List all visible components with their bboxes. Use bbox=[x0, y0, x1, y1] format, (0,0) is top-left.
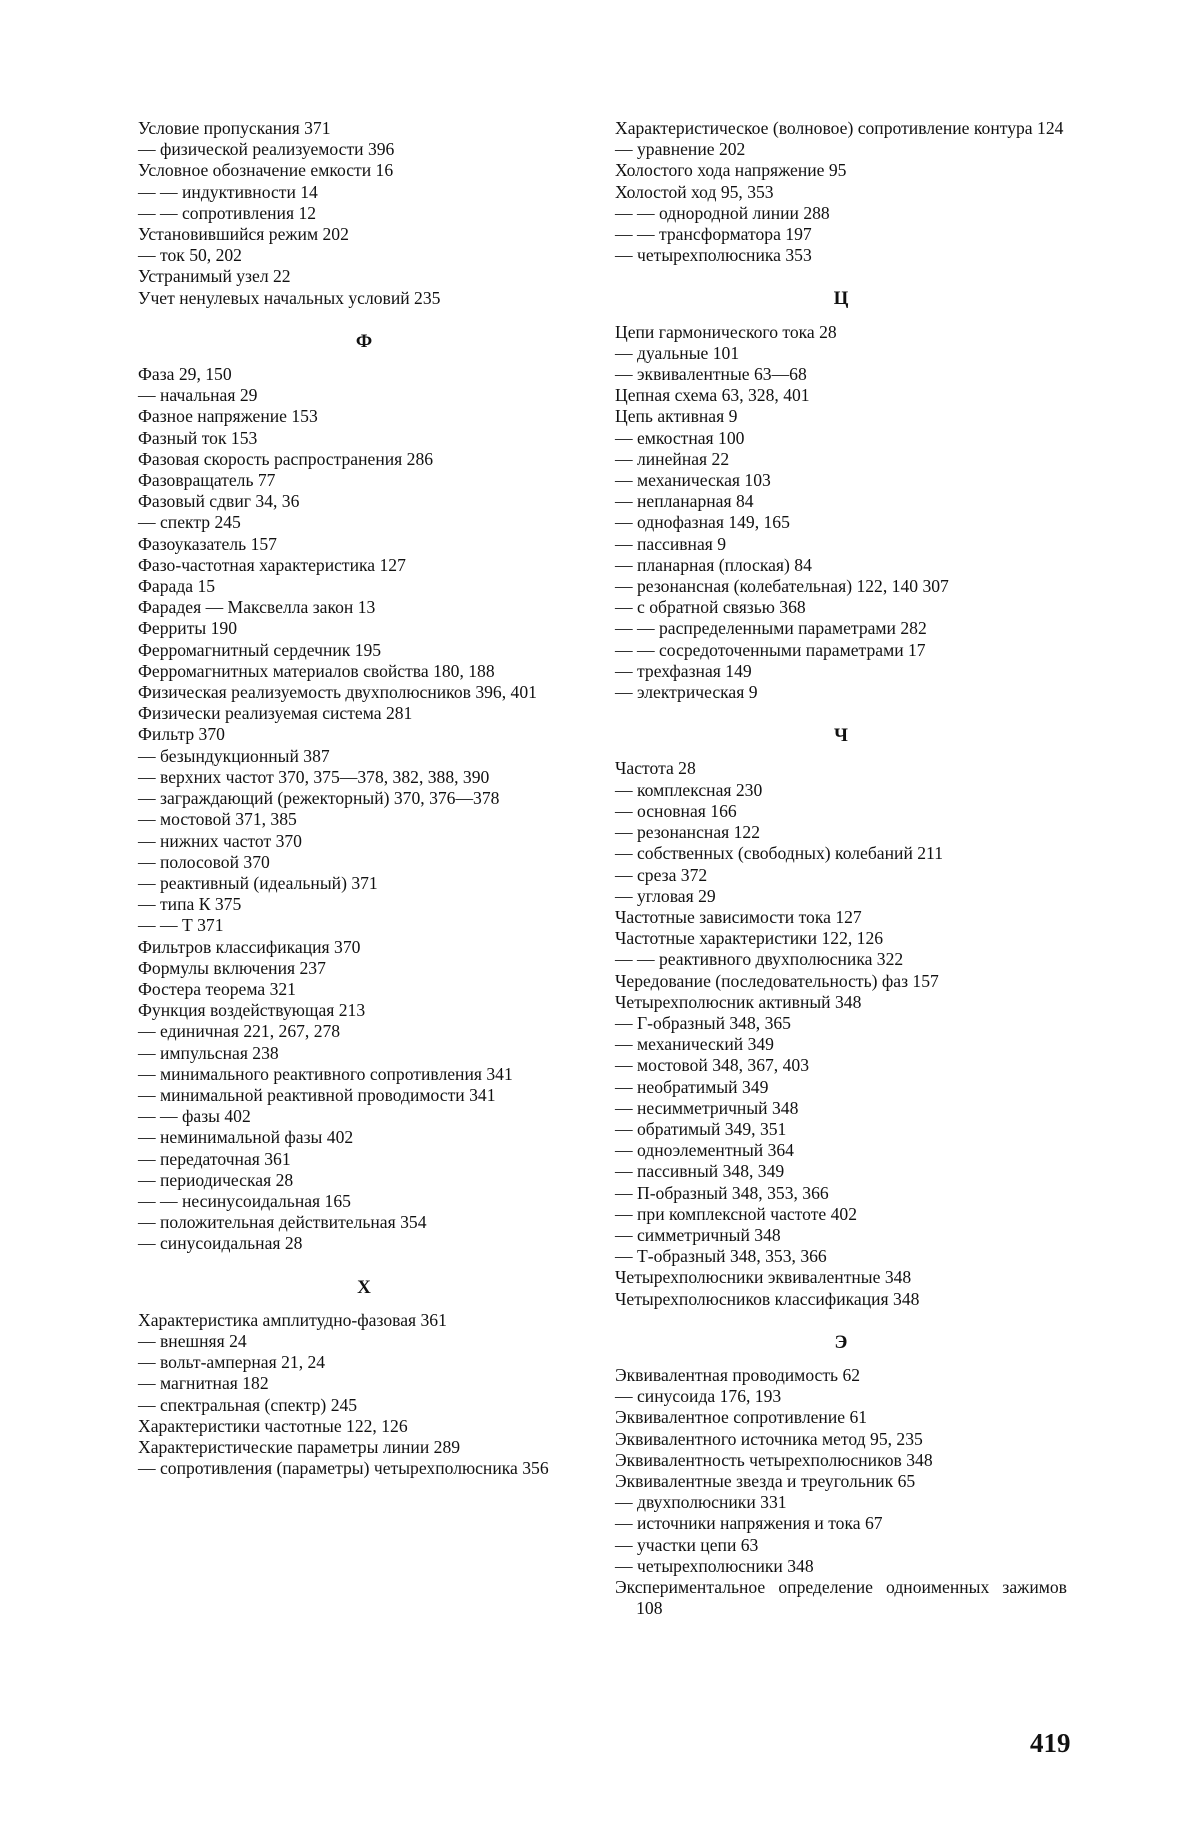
index-entry: — непланарная 84 bbox=[615, 491, 1067, 512]
index-entry: — трехфазная 149 bbox=[615, 661, 1067, 682]
index-entry: Эквивалентное сопротивление 61 bbox=[615, 1407, 1067, 1428]
index-entry: — необратимый 349 bbox=[615, 1077, 1067, 1098]
index-entry: — — трансформатора 197 bbox=[615, 224, 1067, 245]
index-entry: — — индуктивности 14 bbox=[138, 182, 590, 203]
index-entry: — двухполюсники 331 bbox=[615, 1492, 1067, 1513]
index-entry: — пассивный 348, 349 bbox=[615, 1161, 1067, 1182]
index-entry: Фазовый сдвиг 34, 36 bbox=[138, 491, 590, 512]
index-entry: Фазо-частотная характеристика 127 bbox=[138, 555, 590, 576]
index-entry: Фаза 29, 150 bbox=[138, 364, 590, 385]
index-entry: Фазное напряжение 153 bbox=[138, 406, 590, 427]
index-entry: — П-образный 348, 353, 366 bbox=[615, 1183, 1067, 1204]
index-entry: Фостера теорема 321 bbox=[138, 979, 590, 1000]
index-entry: — основная 166 bbox=[615, 801, 1067, 822]
index-entry: — собственных (свободных) колебаний 211 bbox=[615, 843, 1067, 864]
section-letter: Х bbox=[138, 1277, 590, 1298]
index-entry: Формулы включения 237 bbox=[138, 958, 590, 979]
index-entry: — ток 50, 202 bbox=[138, 245, 590, 266]
index-entry: — синусоида 176, 193 bbox=[615, 1386, 1067, 1407]
index-entry: Эквивалентные звезда и треугольник 65 bbox=[615, 1471, 1067, 1492]
index-entry: Частотные зависимости тока 127 bbox=[615, 907, 1067, 928]
index-entry: — — несинусоидальная 165 bbox=[138, 1191, 590, 1212]
index-entry: — внешняя 24 bbox=[138, 1331, 590, 1352]
index-entry: Эквивалентная проводимость 62 bbox=[615, 1365, 1067, 1386]
index-entry: — полосовой 370 bbox=[138, 852, 590, 873]
index-entry: Фазовращатель 77 bbox=[138, 470, 590, 491]
index-entry: — эквивалентные 63—68 bbox=[615, 364, 1067, 385]
index-entry: Функция воздействующая 213 bbox=[138, 1000, 590, 1021]
section-letter: Э bbox=[615, 1332, 1067, 1353]
index-entry: Характеристика амплитудно-фазовая 361 bbox=[138, 1310, 590, 1331]
index-entry: — — реактивного двухполюсника 322 bbox=[615, 949, 1067, 970]
index-entry: — минимальной реактивной проводимости 341 bbox=[138, 1085, 590, 1106]
index-entry: — нижних частот 370 bbox=[138, 831, 590, 852]
index-entry: Физически реализуемая система 281 bbox=[138, 703, 590, 724]
section-letter: Ц bbox=[615, 288, 1067, 309]
index-entry: — участки цепи 63 bbox=[615, 1535, 1067, 1556]
index-entry: — комплексная 230 bbox=[615, 780, 1067, 801]
index-entry: Эквивалентного источника метод 95, 235 bbox=[615, 1429, 1067, 1450]
index-entry: Условное обозначение емкости 16 bbox=[138, 160, 590, 181]
index-entry: — резонансная (колебательная) 122, 140 307 bbox=[615, 576, 1067, 597]
index-entry: Четырехполюсники эквивалентные 348 bbox=[615, 1267, 1067, 1288]
index-entry: Характеристическое (волновое) сопротивление контура 124 bbox=[615, 118, 1067, 139]
index-entry: Фазный ток 153 bbox=[138, 428, 590, 449]
index-entry: — — сопротивления 12 bbox=[138, 203, 590, 224]
index-entry: Экспериментальное определение одноименных зажимов 108 bbox=[615, 1577, 1067, 1619]
index-entry: — импульсная 238 bbox=[138, 1043, 590, 1064]
index-entry: Фазоуказатель 157 bbox=[138, 534, 590, 555]
index-entry: — типа К 375 bbox=[138, 894, 590, 915]
index-entry: — — сосредоточенными параметрами 17 bbox=[615, 640, 1067, 661]
index-entry: Ферриты 190 bbox=[138, 618, 590, 639]
index-entry: — минимального реактивного сопротивления 341 bbox=[138, 1064, 590, 1085]
index-entry: — передаточная 361 bbox=[138, 1149, 590, 1170]
index-entry: — планарная (плоская) 84 bbox=[615, 555, 1067, 576]
index-entry: Частота 28 bbox=[615, 758, 1067, 779]
index-entry: Эквивалентность четырехполюсников 348 bbox=[615, 1450, 1067, 1471]
index-entry: Фарадея — Максвелла закон 13 bbox=[138, 597, 590, 618]
index-entry: Цепи гармонического тока 28 bbox=[615, 322, 1067, 343]
index-entry: — — распределенными параметрами 282 bbox=[615, 618, 1067, 639]
index-entry: — механическая 103 bbox=[615, 470, 1067, 491]
index-entry: — безындукционный 387 bbox=[138, 746, 590, 767]
index-entry: — — фазы 402 bbox=[138, 1106, 590, 1127]
index-entry: — резонансная 122 bbox=[615, 822, 1067, 843]
index-entry: Фазовая скорость распространения 286 bbox=[138, 449, 590, 470]
index-entry: — обратимый 349, 351 bbox=[615, 1119, 1067, 1140]
index-entry: Фарада 15 bbox=[138, 576, 590, 597]
section-letter: Ч bbox=[615, 725, 1067, 746]
index-entry: Характеристики частотные 122, 126 bbox=[138, 1416, 590, 1437]
index-entry: Условие пропускания 371 bbox=[138, 118, 590, 139]
index-entry: — заграждающий (режекторный) 370, 376—378 bbox=[138, 788, 590, 809]
section-letter: Ф bbox=[138, 331, 590, 352]
index-entry: Характеристические параметры линии 289 bbox=[138, 1437, 590, 1458]
index-entry: Холостого хода напряжение 95 bbox=[615, 160, 1067, 181]
index-entry: — реактивный (идеальный) 371 bbox=[138, 873, 590, 894]
index-entry: Цепь активная 9 bbox=[615, 406, 1067, 427]
index-entry: — дуальные 101 bbox=[615, 343, 1067, 364]
index-entry: — — однородной линии 288 bbox=[615, 203, 1067, 224]
index-entry: — мостовой 348, 367, 403 bbox=[615, 1055, 1067, 1076]
index-entry: — — Т 371 bbox=[138, 915, 590, 936]
index-entry: Установившийся режим 202 bbox=[138, 224, 590, 245]
index-entry: — единичная 221, 267, 278 bbox=[138, 1021, 590, 1042]
page-number: 419 bbox=[1030, 1728, 1071, 1759]
index-entry: — начальная 29 bbox=[138, 385, 590, 406]
index-entry: — Г-образный 348, 365 bbox=[615, 1013, 1067, 1034]
index-entry: — периодическая 28 bbox=[138, 1170, 590, 1191]
index-entry: — неминимальной фазы 402 bbox=[138, 1127, 590, 1148]
index-entry: — одноэлементный 364 bbox=[615, 1140, 1067, 1161]
index-entry: Физическая реализуемость двухполюсников 396, 401 bbox=[138, 682, 590, 703]
index-entry: — механический 349 bbox=[615, 1034, 1067, 1055]
index-page bbox=[0, 0, 1200, 1830]
index-entry: Чередование (последовательность) фаз 157 bbox=[615, 971, 1067, 992]
index-entry: — спектр 245 bbox=[138, 512, 590, 533]
index-column-right bbox=[615, 118, 1067, 1619]
index-entry: — источники напряжения и тока 67 bbox=[615, 1513, 1067, 1534]
index-entry: Фильтров классификация 370 bbox=[138, 937, 590, 958]
index-entry: — угловая 29 bbox=[615, 886, 1067, 907]
index-entry: Ферромагнитных материалов свойства 180, 188 bbox=[138, 661, 590, 682]
index-entry: — пассивная 9 bbox=[615, 534, 1067, 555]
index-entry: — среза 372 bbox=[615, 865, 1067, 886]
index-entry: — четырехполюсники 348 bbox=[615, 1556, 1067, 1577]
index-entry: Учет ненулевых начальных условий 235 bbox=[138, 288, 590, 309]
index-entry: — линейная 22 bbox=[615, 449, 1067, 470]
index-entry: — с обратной связью 368 bbox=[615, 597, 1067, 618]
index-entry: — емкостная 100 bbox=[615, 428, 1067, 449]
index-entry: Ферромагнитный сердечник 195 bbox=[138, 640, 590, 661]
index-entry: Фильтр 370 bbox=[138, 724, 590, 745]
index-entry: — вольт-амперная 21, 24 bbox=[138, 1352, 590, 1373]
index-entry: — верхних частот 370, 375—378, 382, 388, 390 bbox=[138, 767, 590, 788]
index-entry: — магнитная 182 bbox=[138, 1373, 590, 1394]
index-column-left bbox=[138, 118, 590, 1479]
index-entry: Частотные характеристики 122, 126 bbox=[615, 928, 1067, 949]
index-entry: Четырехполюсников классификация 348 bbox=[615, 1289, 1067, 1310]
index-entry: — электрическая 9 bbox=[615, 682, 1067, 703]
index-entry: — мостовой 371, 385 bbox=[138, 809, 590, 830]
index-entry: Холостой ход 95, 353 bbox=[615, 182, 1067, 203]
index-entry: — сопротивления (параметры) четырехполюсника 356 bbox=[138, 1458, 590, 1479]
index-entry: — несимметричный 348 bbox=[615, 1098, 1067, 1119]
index-entry: — симметричный 348 bbox=[615, 1225, 1067, 1246]
index-entry: Четырехполюсник активный 348 bbox=[615, 992, 1067, 1013]
index-entry: — физической реализуемости 396 bbox=[138, 139, 590, 160]
index-entry: Устранимый узел 22 bbox=[138, 266, 590, 287]
index-entry: — четырехполюсника 353 bbox=[615, 245, 1067, 266]
index-entry: — положительная действительная 354 bbox=[138, 1212, 590, 1233]
index-entry: — при комплексной частоте 402 bbox=[615, 1204, 1067, 1225]
index-entry: — синусоидальная 28 bbox=[138, 1233, 590, 1254]
index-entry: — уравнение 202 bbox=[615, 139, 1067, 160]
index-entry: — спектральная (спектр) 245 bbox=[138, 1395, 590, 1416]
index-entry: Цепная схема 63, 328, 401 bbox=[615, 385, 1067, 406]
index-entry: — однофазная 149, 165 bbox=[615, 512, 1067, 533]
index-entry: — Т-образный 348, 353, 366 bbox=[615, 1246, 1067, 1267]
